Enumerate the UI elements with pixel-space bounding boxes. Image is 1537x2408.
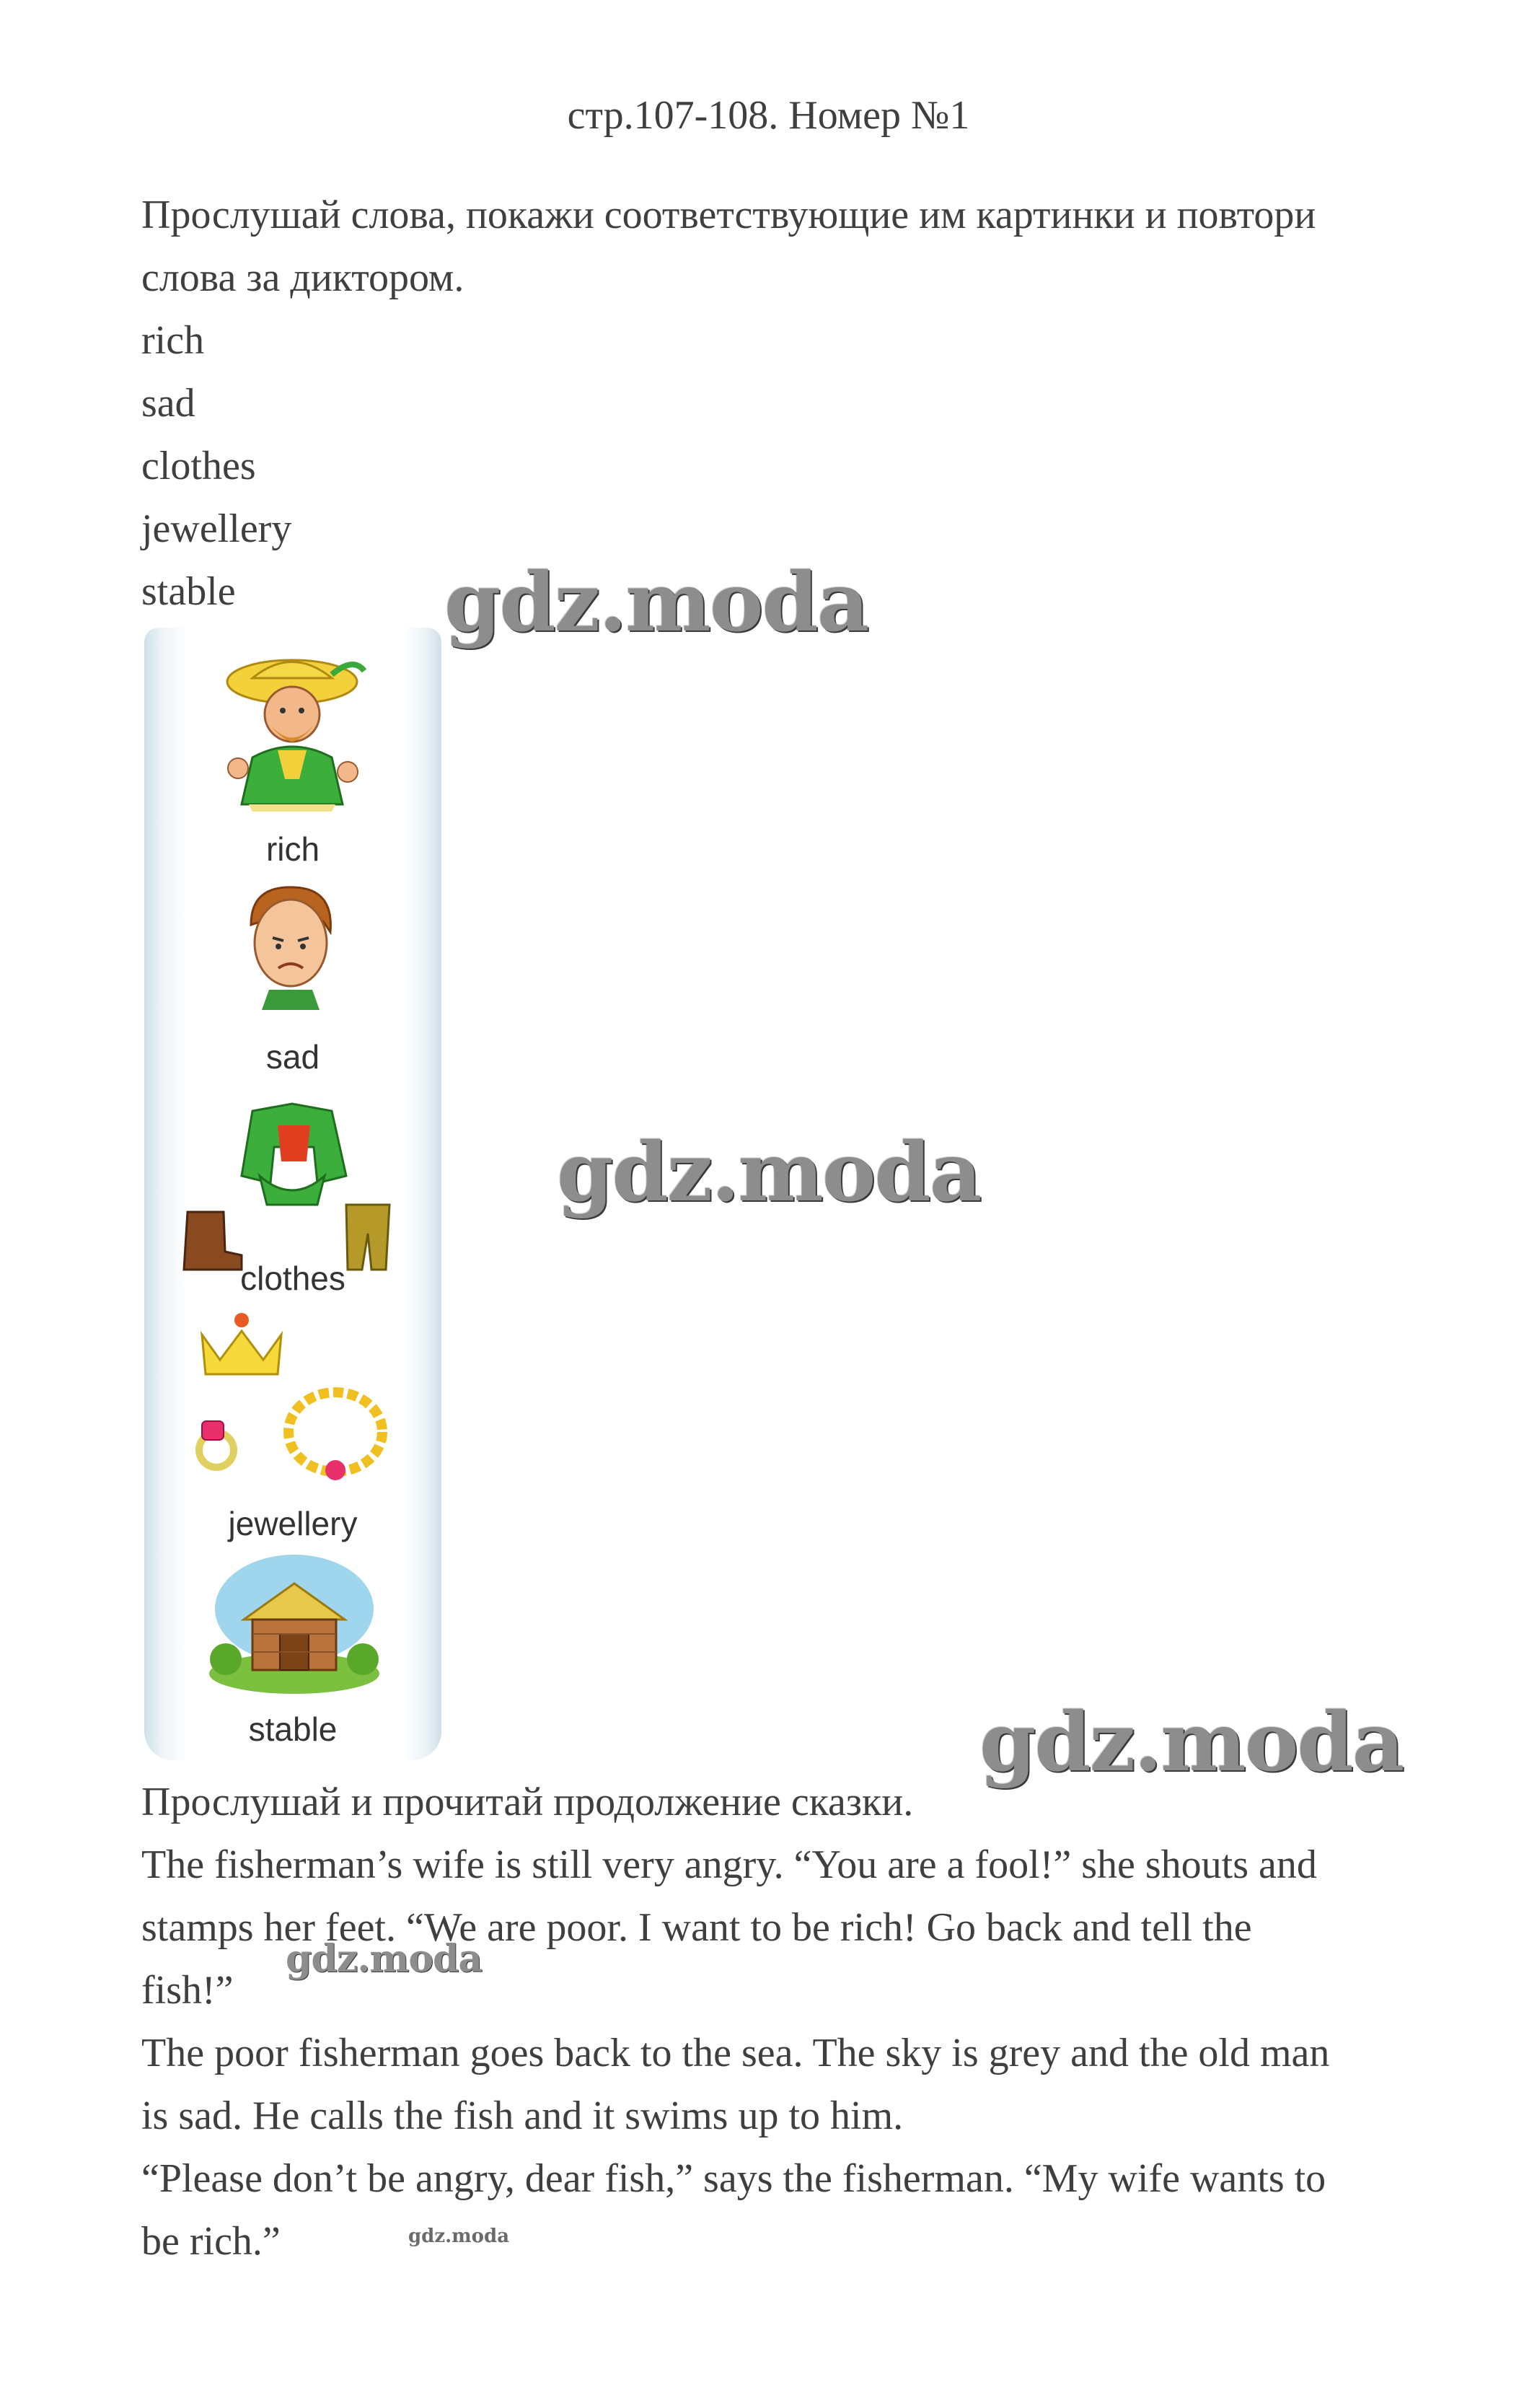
word-jewellery: jewellery — [141, 506, 292, 551]
watermark: gdz.moda — [557, 1125, 981, 1220]
story-line: The fisherman’s wife is still very angry. “You are a fool!” she shouts and — [141, 1842, 1317, 1887]
clothes-icon — [173, 1097, 411, 1277]
page-title: стр.107-108. Номер №1 — [567, 93, 970, 138]
stable-icon — [208, 1551, 381, 1695]
task1-instruction-line: Прослушай слова, покажи соответствующие им картинки и повтори — [141, 193, 1316, 237]
story-line: be rich.” — [141, 2219, 281, 2264]
story-line: stamps her feet. “We are poor. I want to be rich! Go back and tell the — [141, 1905, 1252, 1950]
story-line: “Please don’t be angry, dear fish,” says the fisherman. “My wife wants to — [141, 2156, 1326, 2201]
vocab-label-stable: stable — [248, 1710, 338, 1748]
story-line: The poor fisherman goes back to the sea. The sky is grey and the old man — [141, 2031, 1330, 2075]
task2-instruction: Прослушай и прочитай продолжение сказки. — [141, 1780, 914, 1824]
word-sad: sad — [141, 381, 195, 426]
vocabulary-picture-panel — [144, 628, 441, 1760]
story-line: is sad. He calls the fish and it swims up to him. — [141, 2093, 904, 2138]
task2-block — [141, 1771, 1440, 2273]
watermark: gdz.moda — [979, 1695, 1404, 1790]
vocab-label-clothes: clothes — [240, 1260, 345, 1297]
word-rich: rich — [141, 318, 205, 363]
story-line: fish!” — [141, 1968, 234, 2013]
vocab-label-sad: sad — [265, 1038, 320, 1076]
watermark: gdz.moda — [408, 2225, 510, 2247]
word-stable: stable — [141, 569, 236, 614]
jewellery-icon — [180, 1306, 404, 1493]
watermark: gdz.moda — [286, 1937, 483, 1981]
rich-man-icon — [209, 649, 375, 815]
vocab-label-rich: rich — [265, 830, 320, 868]
task1-instruction-line: слова за диктором. — [141, 255, 464, 300]
vocab-label-jewellery: jewellery — [228, 1505, 358, 1542]
watermark: gdz.moda — [444, 555, 868, 650]
word-clothes: clothes — [141, 444, 256, 488]
sad-man-icon — [229, 882, 352, 1011]
